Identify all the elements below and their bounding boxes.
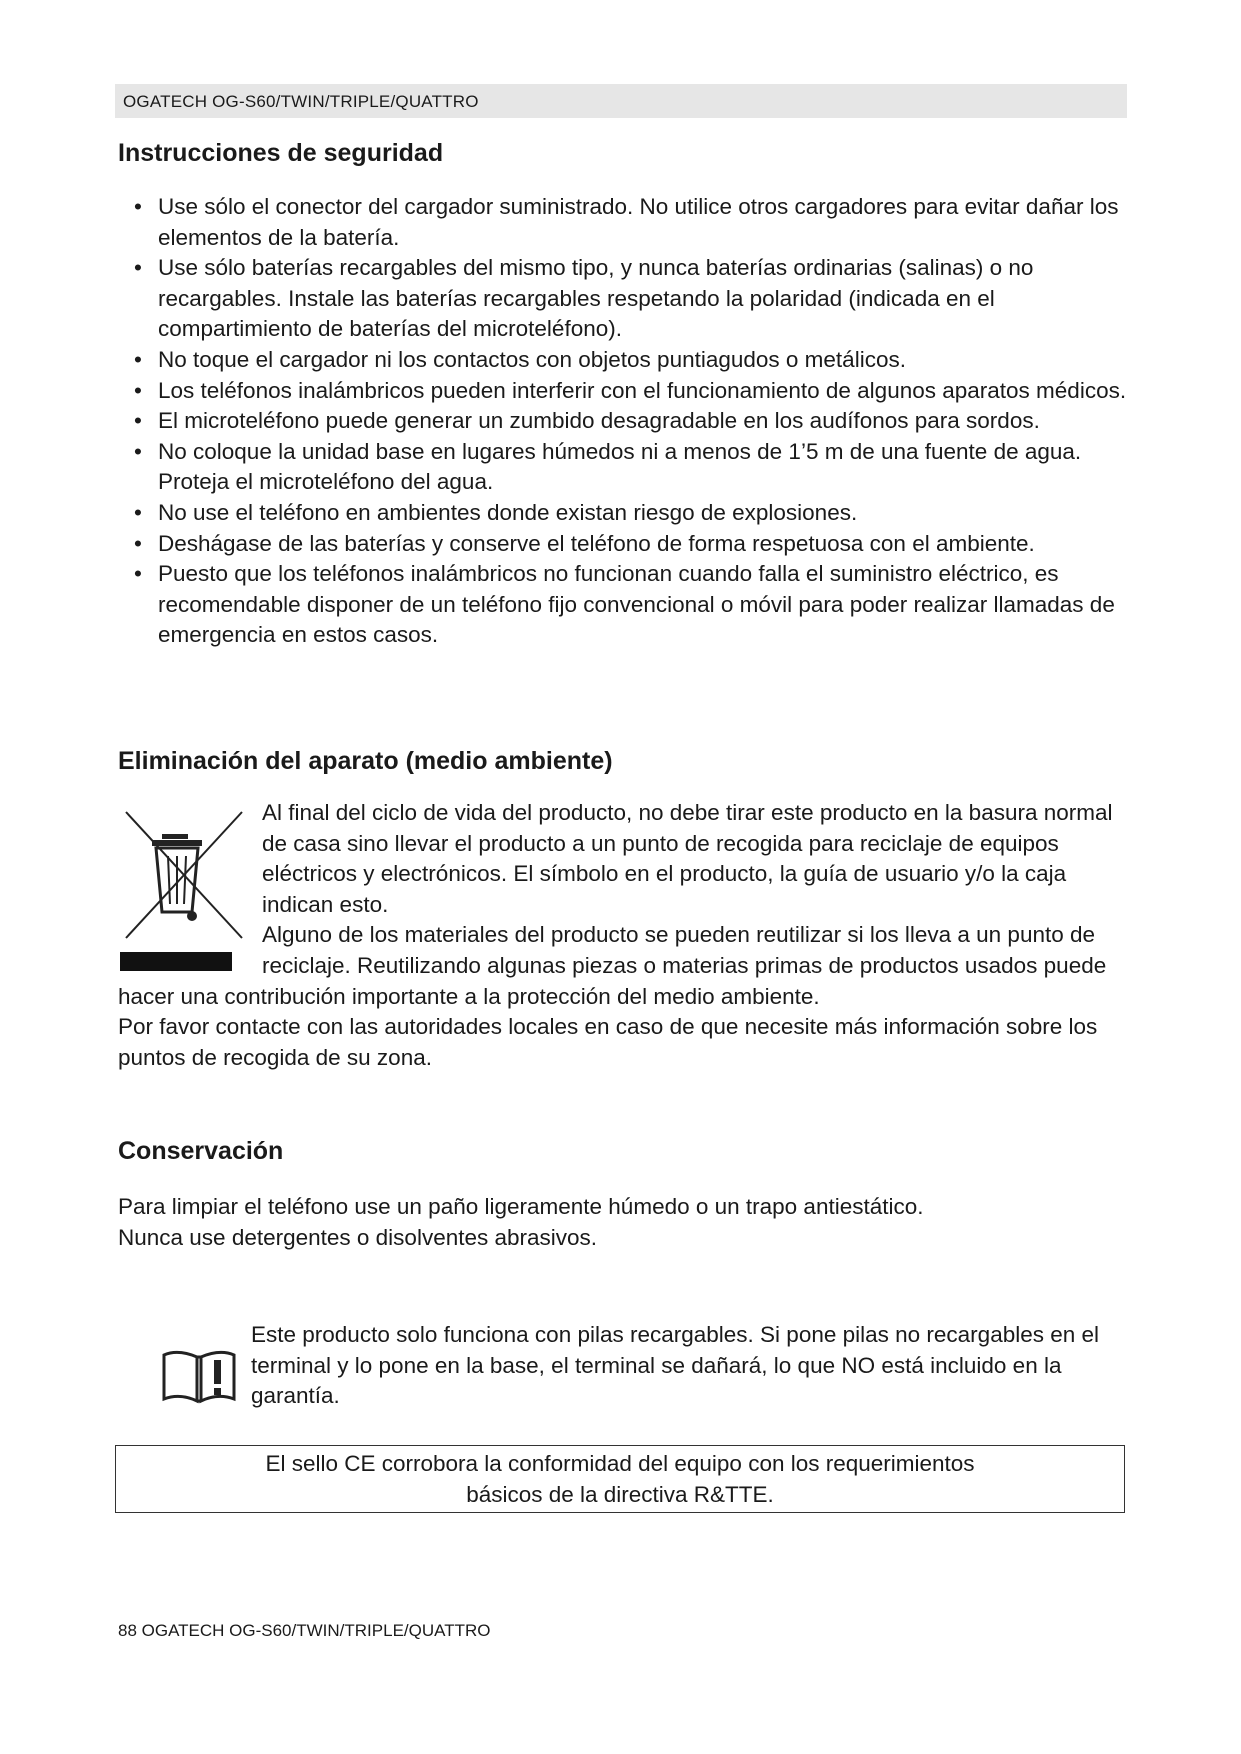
disposal-title: Eliminación del aparato (medio ambiente) (118, 747, 613, 775)
conservation-line: Nunca use detergentes o disolventes abrasivos. (118, 1224, 598, 1250)
list-item: • Deshágase de las baterías y conserve el teléfono de forma respetuosa con el ambiente. (118, 529, 1128, 560)
page-footer: 88 OGATECH OG-S60/TWIN/TRIPLE/QUATTRO (118, 1621, 491, 1640)
conservation-line: Para limpiar el teléfono use un paño ligeramente húmedo o un trapo antiestático. (118, 1194, 924, 1219)
running-header (115, 84, 1127, 118)
safety-list (118, 192, 1128, 651)
conservation-text (118, 1192, 1128, 1253)
list-item: • Puesto que los teléfonos inalámbricos no funcionan cuando falla el suministro eléctrico, es recomendable disponer de un teléfono fijo convencional o móvil para poder realizar llamadas de emergencia en estos casos. (118, 559, 1128, 651)
list-item: • El microteléfono puede generar un zumbido desagradable en los audífonos para sordos. (118, 406, 1128, 437)
list-item: • No use el teléfono en ambientes donde existan riesgo de explosiones. (118, 498, 1128, 529)
list-item: • Los teléfonos inalámbricos pueden interferir con el funcionamiento de algunos aparatos médicos. (118, 376, 1128, 407)
weee-bin-icon (118, 798, 258, 978)
battery-note: Este producto solo funciona con pilas recargables. Si pone pilas no recargables en el terminal y lo pone en la base, el terminal se dañará, lo que NO está incluido en la garantía. (251, 1322, 1100, 1409)
disposal-paragraph: Por favor contacte con las autoridades locales en caso de que necesite más información sobre los puntos de recogida de su zona. (118, 1014, 1098, 1070)
ce-notice-line: básicos de la directiva R&TTE. (466, 1481, 774, 1507)
disposal-text (118, 798, 1128, 1073)
list-item: • Use sólo el conector del cargador suministrado. No utilice otros cargadores para evitar dañar los elementos de la batería. (118, 192, 1128, 253)
manual-warning-icon (160, 1345, 238, 1407)
list-item: • No toque el cargador ni los contactos con objetos puntiagudos o metálicos. (118, 345, 1128, 376)
running-header-text: OGATECH OG-S60/TWIN/TRIPLE/QUATTRO (123, 92, 479, 111)
list-item: • Use sólo baterías recargables del mismo tipo, y nunca baterías ordinarias (salinas) o no recargables. Instale las baterías recargables respetando la polaridad (indicada en el compartimiento de baterías del microteléfono). (118, 253, 1128, 345)
ce-notice-box (115, 1445, 1125, 1513)
list-item: • No coloque la unidad base en lugares húmedos ni a menos de 1’5 m de una fuente de agua. Proteja el microteléfono del agua. (118, 437, 1128, 498)
safety-title: Instrucciones de seguridad (118, 139, 444, 167)
disposal-paragraph: Al final del ciclo de vida del producto, no debe tirar este producto en la basura normal de casa sino llevar el producto a un punto de recogida para reciclaje de equipos eléctricos y electrónicos. El símbolo en el producto, la guía de usuario y/o la caja indican esto. (262, 800, 1113, 917)
ce-notice-line: El sello CE corrobora la conformidad del equipo con los requerimientos (265, 1451, 975, 1476)
disposal-paragraph: Alguno de los materiales del producto se pueden reutilizar si los lleva a un punto de reciclaje. Reutilizando algunas piezas o materias primas de productos usados puede hacer una contribución importante a la protección del medio ambiente. (118, 922, 1107, 1009)
conservation-title: Conservación (118, 1137, 284, 1165)
